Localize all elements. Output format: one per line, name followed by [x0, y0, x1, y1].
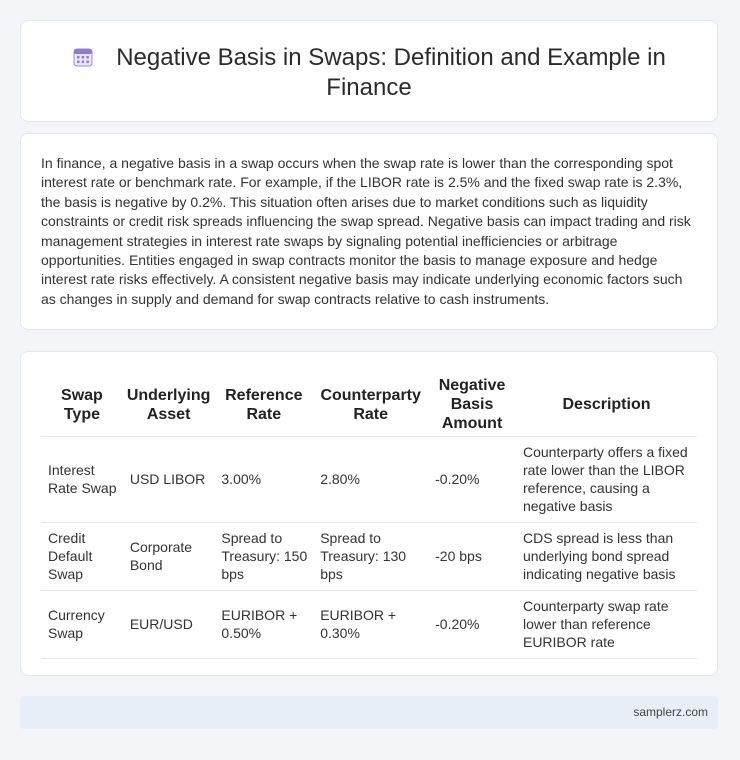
table-cell: -0.20%	[428, 591, 516, 659]
table-cell: Corporate Bond	[123, 523, 215, 591]
table-cell: Counterparty offers a fixed rate lower than the LIBOR reference, causing a negative basis	[516, 437, 697, 523]
table-cell: Currency Swap	[41, 591, 123, 659]
footer	[20, 696, 718, 729]
column-header: Reference Rate	[214, 372, 313, 437]
table-cell: Spread to Treasury: 130 bps	[313, 523, 428, 591]
column-header: Negative Basis Amount	[428, 372, 516, 437]
table-cell: 2.80%	[313, 437, 428, 523]
column-header: Description	[516, 372, 697, 437]
page-title-wrap	[21, 43, 717, 103]
table-cell: Interest Rate Swap	[41, 437, 123, 523]
table-cell: EUR/USD	[123, 591, 215, 659]
intro-paragraph: In finance, a negative basis in a swap occurs when the swap rate is lower than the corresponding spot interest rate or benchmark rate. For example, if the LIBOR rate is 2.5% and the fixed swap rate is 2.3%, the basis is negative by 0.2%. This situation often arises due to market conditions such as liquidity constraints or credit risk spreads influencing the swap spread. Negative basis can impact trading and risk management strategies in interest rate swaps by signaling potential inefficiencies or arbitrage opportunities. Entities engaged in swap contracts monitor the basis to manage exposure and hedge interest rate risks effectively. A consistent negative basis may indicate underlying economic factors such as changes in supply and demand for swap contracts relative to cash instruments.	[41, 155, 691, 307]
swap-table	[41, 372, 697, 659]
table-cell: -20 bps	[428, 523, 516, 591]
intro-card	[20, 133, 718, 330]
column-header: Counterparty Rate	[313, 372, 428, 437]
title-card	[20, 20, 718, 122]
table-cell: CDS spread is less than underlying bond spread indicating negative basis	[516, 523, 697, 591]
table-cell: EURIBOR + 0.30%	[313, 591, 428, 659]
table-cell: Counterparty swap rate lower than reference EURIBOR rate	[516, 591, 697, 659]
calendar-icon	[72, 46, 94, 68]
column-header: Underlying Asset	[123, 372, 215, 437]
page-title: Negative Basis in Swaps: Definition and Example in Finance	[116, 44, 666, 101]
footer-site-link[interactable]: samplerz.com	[633, 705, 708, 719]
table-row	[41, 437, 697, 523]
table-cell: 3.00%	[214, 437, 313, 523]
column-header: Swap Type	[41, 372, 123, 437]
table-card	[20, 351, 718, 676]
table-cell: EURIBOR + 0.50%	[214, 591, 313, 659]
table-cell: USD LIBOR	[123, 437, 215, 523]
table-header-row	[41, 372, 697, 437]
table-cell: -0.20%	[428, 437, 516, 523]
table-row	[41, 591, 697, 659]
table-row	[41, 523, 697, 591]
table-cell: Credit Default Swap	[41, 523, 123, 591]
table-cell: Spread to Treasury: 150 bps	[214, 523, 313, 591]
